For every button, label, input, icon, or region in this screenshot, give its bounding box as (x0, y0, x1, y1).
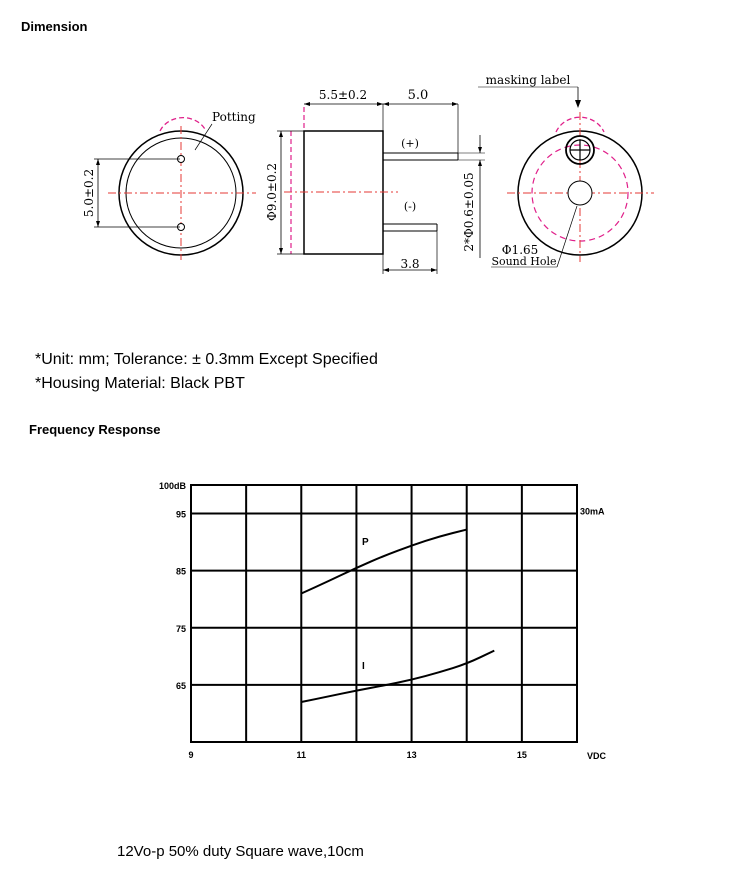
dimension-drawing (0, 0, 750, 300)
series-I-label: I (361, 660, 365, 672)
sound-hole-icon (568, 181, 592, 205)
x-tick-label: 9 (188, 750, 194, 760)
x-axis-label: VDC (587, 751, 607, 761)
pin-spacing-label: 5.0±0.2 (82, 168, 96, 218)
x-tick-label: 15 (516, 750, 527, 760)
y-tick-label: 65 (175, 680, 186, 691)
x-tick-label: 13 (406, 750, 417, 760)
y-tick-label: 85 (175, 566, 186, 577)
unit-note: *Unit: mm; Tolerance: ± 0.3mm Except Specified (35, 351, 378, 368)
x-tick-label: 11 (296, 750, 307, 760)
y-tick-label: 75 (175, 623, 186, 634)
body-height-label: 5.5±0.2 (318, 88, 368, 102)
chart-caption: 12Vo-p 50% duty Square wave,10cm (117, 843, 364, 860)
potting-outline (160, 118, 206, 131)
series-P-label: P (361, 536, 369, 548)
lead-length-label: 5.0 (407, 88, 429, 103)
diameter-label: Φ9.0±0.2 (265, 162, 279, 222)
plot-frame (191, 485, 577, 742)
y-tick-label: 100dB (158, 481, 186, 491)
series-P-line (301, 530, 466, 594)
pin-diameter-label: 2*Φ0.6±0.05 (462, 172, 476, 252)
sound-hole-label: Sound Hole (491, 255, 557, 268)
housing-note: *Housing Material: Black PBT (35, 375, 245, 392)
y-tick-label: 95 (175, 509, 186, 520)
side-view (265, 88, 485, 274)
dimension-heading: Dimension (21, 19, 88, 34)
series-I-line (301, 651, 494, 702)
potting-label: Potting (212, 110, 256, 124)
top-view (478, 73, 654, 268)
short-lead-label: 3.8 (400, 257, 420, 271)
minus-label: (-) (403, 200, 417, 213)
hole-size-label: Φ1.65 (501, 243, 539, 257)
frequency-heading: Frequency Response (29, 422, 161, 437)
bottom-view (82, 110, 256, 260)
current-label: 30mA (580, 506, 605, 517)
plus-label: (+) (401, 137, 419, 150)
masking-label-text: masking label (485, 73, 571, 87)
